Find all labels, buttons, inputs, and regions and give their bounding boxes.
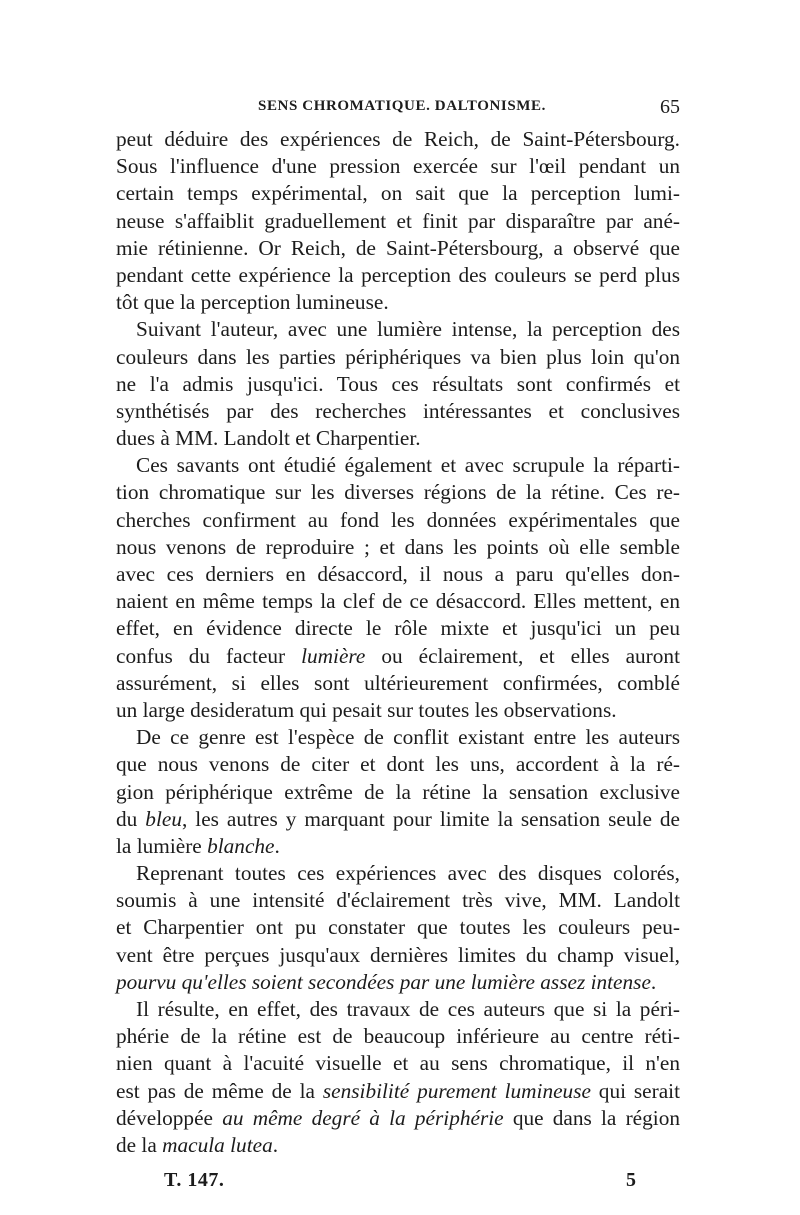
text-line: ne l'a admis jusqu'ici. Tous ces résultats sont confirmés et <box>116 371 680 396</box>
text-line: peut déduire des expériences de Reich, de Saint-Pétersbourg. <box>116 127 680 151</box>
text-line: dues à MM. Landolt et Charpentier. <box>116 426 421 451</box>
text-line: Reprenant toutes ces expériences avec des disques colorés, <box>136 861 680 886</box>
text-line: de la macula lutea. <box>116 1132 279 1157</box>
text-line: naient en même temps la clef de ce désaccord. Elles mettent, en <box>116 589 680 614</box>
book-page <box>116 96 680 1199</box>
paragraph <box>116 126 680 316</box>
text-line: la lumière blanche. <box>116 833 280 858</box>
text-line: Sous l'influence d'une pression exercée sur l'œil pendant un <box>116 154 680 179</box>
text-line: du bleu, les autres y marquant pour limite la sensation seule de <box>116 806 680 831</box>
text-line: pourvu qu'elles soient secondées par une lumière assez intense. <box>116 969 657 994</box>
italic-emphasis: sensibilité purement lumineuse <box>322 1078 591 1103</box>
text-line: Ces savants ont étudié également et avec scrupule la réparti- <box>136 453 680 478</box>
text-line: certain temps expérimental, on sait que la perception lumi- <box>116 181 680 206</box>
italic-emphasis: pourvu qu'elles soient secondées par une lumière assez intense <box>116 969 651 994</box>
text-line: développée au même degré à la périphérie que dans la région <box>116 1105 681 1130</box>
text-line: neuse s'affaiblit graduellement et finit par disparaître par ané- <box>116 208 680 233</box>
signature-number: 5 <box>626 1169 636 1192</box>
text-line: mie rétinienne. Or Reich, de Saint-Pétersbourg, a observé que <box>116 235 680 260</box>
text-line: gion périphérique extrême de la rétine la sensation exclusive <box>116 779 680 804</box>
text-line: et Charpentier ont pu constater que toutes les couleurs peu- <box>116 915 680 940</box>
text-line: assurément, si elles sont ultérieurement confirmées, comblé <box>116 670 680 695</box>
text-line: soumis à une intensité d'éclairement très vive, MM. Landolt <box>116 888 680 913</box>
text-line: est pas de même de la sensibilité purement lumineuse qui serait <box>116 1078 680 1103</box>
text-line: Suivant l'auteur, avec une lumière intense, la perception des <box>136 317 680 342</box>
body-text <box>116 126 680 1159</box>
paragraph <box>116 452 680 724</box>
text-line: vent être perçues jusqu'aux dernières limites du champ visuel, <box>116 942 680 967</box>
text-line: effet, en évidence directe le rôle mixte et jusqu'ici un peu <box>116 616 680 641</box>
paragraph <box>116 316 680 452</box>
page-number: 65 <box>660 96 680 118</box>
italic-emphasis: macula lutea <box>162 1132 273 1157</box>
text-line: phérie de la rétine est de beaucoup inférieure au centre réti- <box>116 1024 680 1049</box>
paragraph <box>116 860 680 996</box>
paragraph <box>116 724 680 860</box>
running-head <box>116 96 680 124</box>
text-line: tôt que la perception lumineuse. <box>116 290 389 315</box>
paragraph <box>116 996 680 1159</box>
running-title: SENS CHROMATIQUE. DALTONISME. <box>258 98 547 114</box>
italic-emphasis: lumière <box>301 643 366 668</box>
text-line: synthétisés par des recherches intéressantes et conclusives <box>116 398 680 423</box>
italic-emphasis: blanche <box>207 833 275 858</box>
printer-signature: T. 147. <box>164 1169 225 1192</box>
text-line: nien quant à l'acuité visuelle et au sens chromatique, il n'en <box>116 1051 680 1076</box>
text-line: tion chromatique sur les diverses régions de la rétine. Ces re- <box>116 480 680 505</box>
text-line: que nous venons de citer et dont les uns, accordent à la ré- <box>116 752 680 777</box>
text-line: confus du facteur lumière ou éclairement, et elles auront <box>116 643 680 668</box>
page-footer <box>116 1169 680 1199</box>
text-line: cherches confirment au fond les données expérimentales que <box>116 507 680 532</box>
text-line: De ce genre est l'espèce de conflit existant entre les auteurs <box>136 725 680 750</box>
italic-emphasis: au même degré à la périphérie <box>222 1105 504 1130</box>
text-line: un large desideratum qui pesait sur toutes les observations. <box>116 697 617 722</box>
text-line: couleurs dans les parties périphériques va bien plus loin qu'on <box>116 344 680 369</box>
text-line: nous venons de reproduire ; et dans les points où elle semble <box>116 534 680 559</box>
text-line: Il résulte, en effet, des travaux de ces auteurs que si la péri- <box>136 997 680 1021</box>
text-line: avec ces derniers en désaccord, il nous a paru qu'elles don- <box>116 562 680 586</box>
italic-emphasis: bleu <box>145 806 182 831</box>
text-line: pendant cette expérience la perception des couleurs se perd plus <box>116 262 680 287</box>
